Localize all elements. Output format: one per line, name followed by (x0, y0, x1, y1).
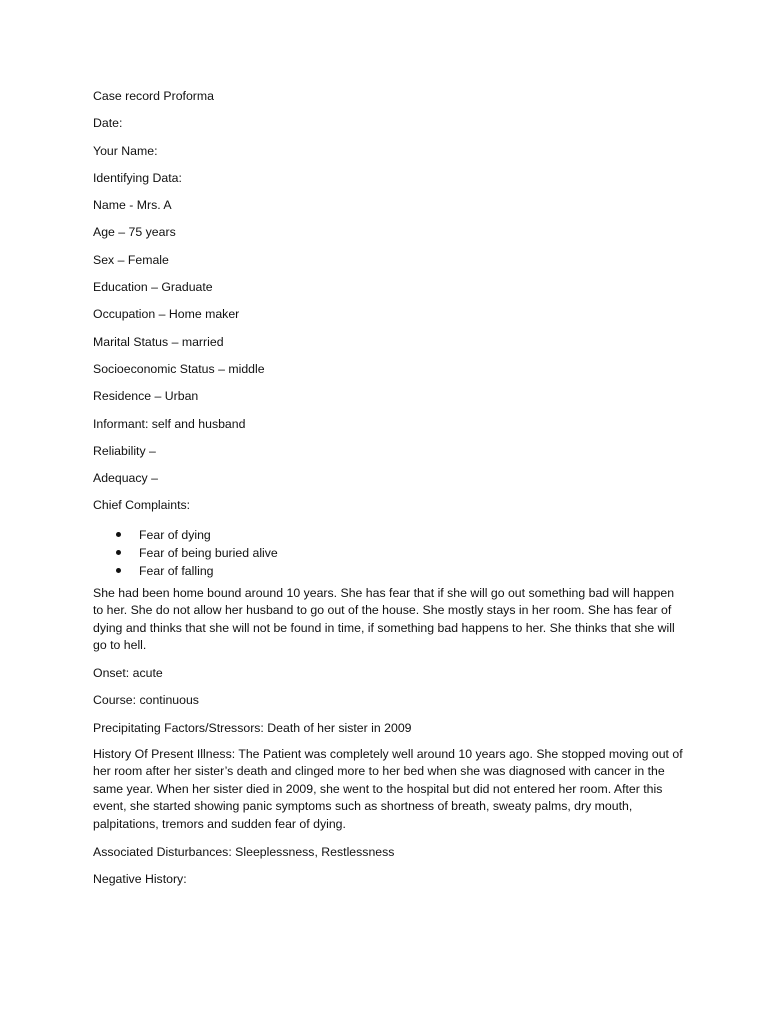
marital-status-field: Marital Status – married (93, 334, 224, 349)
chief-complaints-list (93, 526, 683, 580)
education-field: Education – Graduate (93, 280, 213, 295)
bullet-icon (116, 550, 121, 555)
document-title: Case record Proforma (93, 89, 214, 103)
sex-field: Sex – Female (93, 252, 169, 267)
list-item (93, 562, 683, 580)
informant-field: Informant: self and husband (93, 416, 246, 431)
adequacy-field: Adequacy – (93, 471, 158, 486)
chief-complaints-heading: Chief Complaints: (93, 498, 191, 513)
negative-history-heading: Negative History: (93, 872, 187, 887)
list-item-text: Fear of being buried alive (139, 545, 278, 560)
precipitating-factors-field: Precipitating Factors/Stressors: Death of her sister in 2009 (93, 720, 412, 735)
onset-field: Onset: acute (93, 666, 163, 681)
occupation-field: Occupation – Home maker (93, 307, 240, 322)
date-field: Date: (93, 116, 123, 131)
your-name-field: Your Name: (93, 143, 158, 158)
residence-field: Residence – Urban (93, 389, 199, 404)
bullet-icon (116, 568, 121, 573)
history-present-illness-paragraph: History Of Present Illness: The Patient was completely well around 10 years ago. She stopped moving out of her room after her sister’s death and clinged more to her bed when she was diagnosed with cancer in the same year. When her sister died in 2009, she went to the hospital but did not entered her room. After this event, she started showing panic symptoms such as shortness of breath, sweaty palms, dry mouth, palpitations, tremors and sudden fear of dying. (93, 746, 683, 831)
list-item-text: Fear of dying (139, 527, 211, 542)
identifying-data-heading: Identifying Data: (93, 170, 182, 185)
list-item (93, 544, 683, 562)
document-content (93, 87, 683, 897)
bullet-icon (116, 532, 121, 537)
age-field: Age – 75 years (93, 225, 176, 240)
list-item (93, 526, 683, 544)
complaint-description-paragraph: She had been home bound around 10 years. She has fear that if she will go out something bad will happen to her. She do not allow her husband to go out of the house. She mostly stays in her room. She has fear of dying and thinks that she will not be found in time, if something bad happens to her. She thinks that she will go to hell. (93, 585, 675, 653)
course-field: Course: continuous (93, 693, 199, 708)
name-field: Name - Mrs. A (93, 198, 172, 213)
chief-complaints-list-wrap (93, 524, 683, 580)
socioeconomic-status-field: Socioeconomic Status – middle (93, 361, 265, 376)
associated-disturbances-field: Associated Disturbances: Sleeplessness, Restlessness (93, 844, 395, 859)
reliability-field: Reliability – (93, 443, 156, 458)
list-item-text: Fear of falling (139, 563, 214, 578)
